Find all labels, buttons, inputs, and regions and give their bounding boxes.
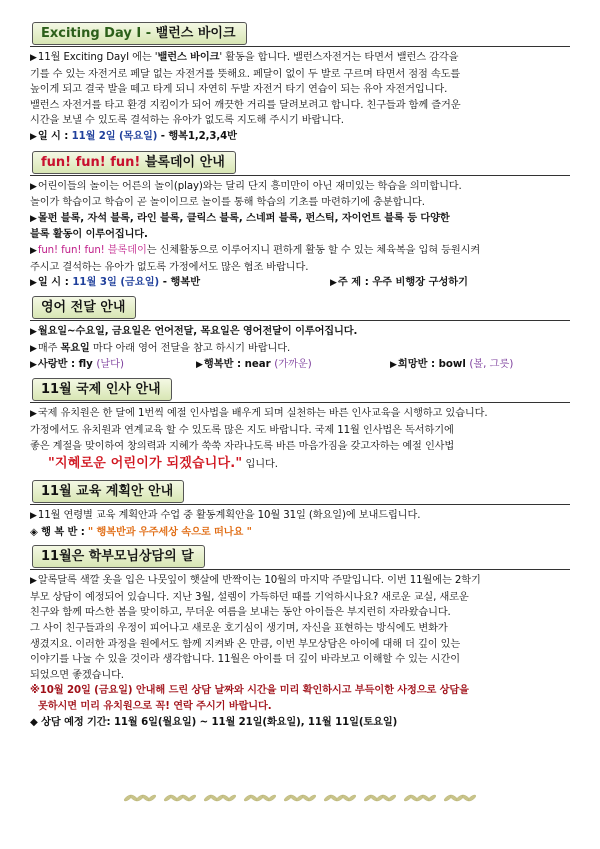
divider — [30, 46, 570, 47]
text: 국제 유치원은 한 달에 1번씩 예절 인사법을 배우게 되며 실천하는 바른 인사교육을 시행하고 있습니다. — [37, 408, 488, 420]
paragraph-line: 주시고 결석하는 유아가 없도록 가정에서도 많은 협조 바랍니다. — [30, 261, 309, 273]
text: 마다 아래 영어 전달을 참고 하시기 바랍니다. — [89, 342, 291, 354]
text: 밸런스 바이크 — [157, 52, 220, 63]
paragraph-line — [30, 406, 570, 423]
triangle-bullet-icon: ▶ — [30, 213, 37, 224]
text: 11월 2일 (목요일) — [71, 130, 158, 142]
section-english — [30, 296, 570, 373]
text: 일 시 : — [37, 130, 69, 142]
text: (날다) — [96, 359, 124, 371]
paragraph-line: 되었으면 좋겠습니다. — [30, 669, 124, 681]
greeting-phrase: "지혜로운 어린이가 되겠습니다." — [48, 456, 243, 472]
theme-cell — [330, 275, 468, 291]
english-words-row — [30, 357, 570, 373]
text: 어린이들의 놀이는 어른의 놀이(play)와는 달리 단지 흥미만이 아닌 재미있는 학습을 의미합니다. — [37, 180, 462, 192]
header-title: 11월 교육 계획안 안내 — [41, 484, 174, 500]
text: 11월 Exciting DayⅠ 에는 ' — [37, 52, 158, 63]
header-text: 11월은 — [41, 549, 85, 565]
header-text: Exciting Day Ⅰ - — [41, 26, 152, 41]
paragraph-line — [30, 50, 570, 67]
triangle-bullet-icon: ▶ — [30, 360, 37, 371]
section-header — [32, 22, 247, 45]
notice-line: 못하시면 미리 유치원으로 꼭! 연락 주시기 바랍니다. — [38, 701, 272, 713]
section-greeting — [30, 378, 570, 475]
paragraph-line: 블록 활동이 이루어집니다. — [30, 229, 148, 241]
text: 일 시 : — [37, 277, 69, 289]
text: 알록달록 색깔 옷을 입은 나뭇잎이 햇살에 반짝이는 10월의 마지막 주말입니다. 이번 11월에는 2학기 — [37, 575, 481, 587]
text: 사랑반 : fly — [37, 359, 97, 371]
paragraph-line — [30, 341, 570, 358]
triangle-bullet-icon: ▶ — [30, 181, 37, 192]
date-line — [30, 129, 570, 146]
header-title: 학부모님상담의 달 — [88, 549, 194, 565]
header-title: 블록데이 안내 — [144, 154, 225, 170]
text: 매주 — [37, 342, 61, 354]
text: " 행복반과 우주세상 속으로 떠나요 " — [87, 526, 252, 538]
section-header — [32, 480, 184, 503]
newsletter-page — [30, 22, 570, 735]
triangle-bullet-icon: ▶ — [390, 360, 397, 371]
date-cell — [30, 275, 330, 291]
section-consultation — [30, 545, 570, 730]
paragraph-line: 이야기를 나눌 수 있을 것이라 생각합니다. 11월은 아이를 더 깊이 바라보고 이해할 수 있는 시간이 — [30, 654, 460, 666]
triangle-bullet-icon: ▶ — [30, 343, 37, 354]
divider — [30, 569, 570, 570]
text: 주 제 : — [337, 277, 369, 289]
section-exciting-day — [30, 22, 570, 146]
section-header — [32, 151, 236, 174]
class-word — [390, 357, 513, 373]
text: 월요일~수요일, 금요일은 언어전달, 목요일은 영어전달이 이루어집니다. — [37, 326, 358, 338]
paragraph-line: 부모 상담이 예정되어 있습니다. 지난 3월, 설렘이 가득하던 때를 기억하시나요? 새로운 교실, 새로운 — [30, 591, 469, 603]
triangle-bullet-icon: ▶ — [196, 360, 203, 371]
section-header — [32, 545, 205, 568]
triangle-bullet-icon: ▶ — [330, 278, 337, 289]
paragraph-line: 그 사이 친구들과의 우정이 피어나고 새로운 호기심이 생기며, 자신을 표현하는 방식에도 변화가 — [30, 623, 448, 635]
text: 몰펀 블록, 자석 블록, 라인 블록, 클릭스 블록, 스네퍼 블록, 펀스틱, 자이언트 블록 등 다양한 — [37, 212, 450, 224]
text: ' 활동을 합니다. 밸런스자전거는 타면서 밸런스 감각을 — [219, 52, 459, 63]
paragraph-line — [30, 211, 570, 228]
section-plan — [30, 480, 570, 540]
text: fun! fun! fun! 블록데이 — [37, 244, 147, 256]
date-line — [30, 275, 570, 291]
notice-line: ※10월 20일 (금요일) 안내해 드린 상담 날짜와 시간을 미리 확인하시고 부득이한 사정으로 상담을 — [30, 685, 469, 697]
paragraph-line: 기를 수 있는 자전거로 페달 없는 자전거를 뜻해요. 페달이 없이 두 발로 구르며 타면서 점점 속도를 — [30, 68, 461, 80]
triangle-bullet-icon: ▶ — [30, 576, 37, 587]
text: 우주 비행장 구성하기 — [372, 277, 468, 289]
triangle-bullet-icon: ▶ — [30, 278, 37, 289]
text: 행복반 : near — [203, 359, 275, 371]
header-title: 영어 전달 안내 — [41, 300, 126, 316]
text: 목요일 — [60, 342, 90, 354]
paragraph-line — [30, 324, 570, 341]
paragraph-line: 생겼지요. 이러한 과정을 원에서도 함께 지켜봐 온 만큼, 이번 부모상담은 아이에 대해 더 깊이 있는 — [30, 638, 461, 650]
divider — [30, 175, 570, 176]
header-title: 11월 국제 인사 안내 — [41, 382, 161, 398]
text: (볼, 그릇) — [469, 359, 514, 371]
consultation-period: ◆ 상담 예정 기간: 11월 6일(월요일) ~ 11월 21일(화요일), 11월 11일(토요일) — [30, 716, 398, 728]
class-word — [30, 357, 196, 373]
section-header — [32, 378, 172, 401]
paragraph-line — [30, 179, 570, 196]
paragraph-line — [30, 573, 570, 590]
text: - 행복반 — [162, 277, 201, 289]
text: 희망반 : bowl — [397, 359, 470, 371]
paragraph-line: 가정에서도 유치원과 연계교육 할 수 있도록 많은 지도 바랍니다. 국제 11월 인사법은 독서하기에 — [30, 424, 454, 436]
paragraph-line: 친구와 함께 따스한 봄을 맞이하고, 무더운 여름을 보내는 동안 아이들은 부지런히 자라왔습니다. — [30, 607, 451, 619]
text: ◈ 행 복 반 : — [30, 526, 85, 538]
paragraph-line: 놀이가 학습이고 학습이 곧 놀이이므로 놀이를 통해 학습의 기초를 마련하기에 충분합니다. — [30, 197, 425, 209]
paragraph-line: 시간을 보낼 수 있도록 결석하는 유아가 없도록 지도해 주시기 바랍니다. — [30, 115, 344, 127]
triangle-bullet-icon: ▶ — [30, 245, 37, 256]
triangle-bullet-icon: ▶ — [30, 409, 37, 420]
header-title: 밸런스 바이크 — [155, 26, 236, 41]
triangle-bullet-icon: ▶ — [30, 511, 37, 522]
paragraph-line — [30, 525, 570, 541]
triangle-bullet-icon: ▶ — [30, 327, 37, 338]
triangle-bullet-icon: ▶ — [30, 131, 37, 142]
text: - 행복1,2,3,4반 — [160, 130, 237, 142]
paragraph-line — [30, 454, 570, 475]
class-word — [196, 357, 390, 373]
divider — [30, 402, 570, 403]
divider — [30, 320, 570, 321]
paragraph-line: 높이게 되고 결국 발을 떼고 타게 되니 자연히 두발 자전거 타기 연습이 되는 유아 자전거입니다. — [30, 84, 448, 96]
text: 입니다. — [242, 459, 278, 471]
text: 11월 연령별 교육 계획안과 수업 중 활동계획안을 10월 31일 (화요일)에 보내드립니다. — [37, 510, 421, 522]
divider — [30, 504, 570, 505]
paragraph-line — [30, 508, 570, 525]
section-header — [32, 296, 136, 319]
triangle-bullet-icon: ▶ — [30, 53, 37, 63]
header-text: fun! fun! fun! — [41, 154, 141, 170]
text: 11월 3일 (금요일) — [72, 277, 160, 289]
leaf-garland-decoration — [120, 790, 480, 806]
text: (가까운) — [274, 359, 312, 371]
paragraph-line: 밸런스 자전거를 타고 환경 지킴이가 되어 깨끗한 거리를 달려보려고 합니다. 친구들과 함께 즐거운 — [30, 99, 461, 111]
paragraph-line — [30, 243, 570, 260]
paragraph-line: 좋은 계절을 맞이하여 창의력과 지혜가 쑥쑥 자라나도록 바른 마음가짐을 갖고자하는 예절 인사법 — [30, 440, 455, 452]
text: 는 신체활동으로 이루어지니 편하게 활동 할 수 있는 체육복을 입혀 등원시켜 — [146, 244, 481, 256]
section-block-day — [30, 151, 570, 292]
